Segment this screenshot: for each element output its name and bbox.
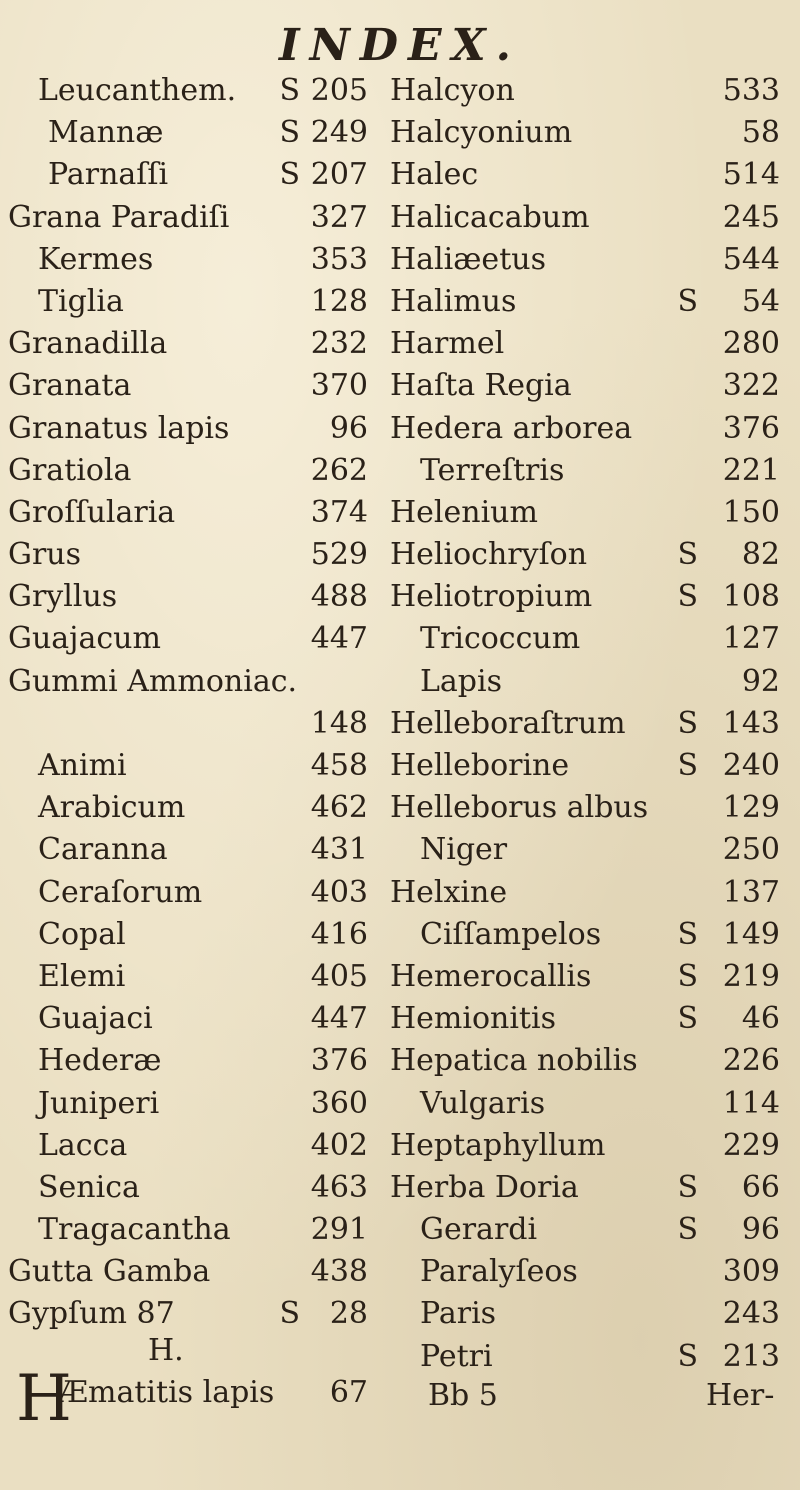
page-title: INDEX. bbox=[279, 20, 521, 71]
entry-term: Copal bbox=[38, 916, 126, 952]
entry-page-number: 229 bbox=[722, 1127, 780, 1163]
entry-term: Hemionitis bbox=[390, 1001, 556, 1037]
entry-page-number: 232 bbox=[310, 326, 368, 362]
index-entry bbox=[8, 1293, 368, 1335]
index-entry bbox=[390, 197, 780, 239]
entry-page-number: 245 bbox=[722, 199, 780, 235]
entry-term: Gummi Ammoniac. bbox=[8, 663, 298, 699]
entry-term: Grana Paradiſi bbox=[8, 199, 230, 235]
entry-page-number: 66 bbox=[741, 1169, 780, 1205]
entry-term: Mannæ bbox=[48, 115, 164, 151]
entry-page-number: 250 bbox=[722, 832, 780, 868]
entry-term: Granata bbox=[8, 368, 132, 404]
index-entry bbox=[8, 1251, 368, 1293]
entry-page-number: 458 bbox=[310, 748, 368, 783]
index-entry bbox=[8, 492, 368, 534]
entry-term: Helleborus albus bbox=[390, 790, 649, 826]
entry-term: Gutta Gamba bbox=[8, 1254, 211, 1290]
entry-page-number: 402 bbox=[310, 1127, 368, 1163]
entry-page-number: 221 bbox=[722, 452, 780, 488]
entry-term: Granatus lapis bbox=[8, 410, 230, 446]
index-entry bbox=[8, 1125, 368, 1167]
index-entry bbox=[8, 323, 368, 365]
entry-term: Senica bbox=[38, 1169, 140, 1205]
index-entry bbox=[8, 998, 368, 1040]
index-entry bbox=[8, 745, 368, 787]
entry-page-number: 431 bbox=[310, 832, 368, 868]
entry-section-mark: S bbox=[677, 1001, 698, 1037]
entry-section-mark: S bbox=[677, 1169, 698, 1205]
index-entry bbox=[390, 323, 780, 365]
entry-term: Vulgaris bbox=[420, 1085, 546, 1121]
index-entry bbox=[390, 998, 780, 1040]
entry-term: Juniperi bbox=[38, 1085, 160, 1121]
entry-page-number: 150 bbox=[722, 494, 780, 530]
index-entry bbox=[8, 1209, 368, 1251]
entry-page-number: 143 bbox=[722, 705, 780, 741]
entry-term: Niger bbox=[420, 832, 508, 868]
entry-term: Tiglia bbox=[38, 283, 124, 319]
entry-page-number: 370 bbox=[310, 368, 368, 404]
index-column-left bbox=[8, 70, 368, 1436]
entry-term: Halcyonium bbox=[390, 115, 573, 151]
entry-page-number: 46 bbox=[741, 1001, 780, 1037]
entry-page-number: 403 bbox=[310, 874, 368, 910]
entry-term: Gerardi bbox=[420, 1212, 538, 1248]
index-entry bbox=[390, 787, 780, 829]
entry-term: Grus bbox=[8, 537, 82, 573]
entry-page-number: 243 bbox=[722, 1296, 780, 1332]
index-entry bbox=[8, 154, 368, 196]
index-entry bbox=[390, 829, 780, 871]
index-entry bbox=[390, 872, 780, 914]
index-entry bbox=[390, 492, 780, 534]
index-entry-initial bbox=[8, 1361, 368, 1436]
index-entry bbox=[8, 281, 368, 323]
index-entry bbox=[8, 872, 368, 914]
entry-page-number: 327 bbox=[310, 199, 368, 235]
entry-page-number: 544 bbox=[722, 241, 780, 277]
entry-page-number: 114 bbox=[722, 1085, 780, 1121]
entry-page-number: 488 bbox=[310, 579, 368, 615]
index-entry bbox=[390, 408, 780, 450]
index-entry bbox=[390, 281, 780, 323]
entry-page-number: 416 bbox=[310, 916, 368, 952]
entry-term: Animi bbox=[38, 748, 127, 783]
entry-term: Hederæ bbox=[38, 1043, 162, 1079]
entry-term: Helleborine bbox=[390, 748, 570, 783]
entry-term: Tragacantha bbox=[38, 1212, 231, 1248]
entry-term: Haſta Regia bbox=[390, 368, 572, 404]
entry-page-number: 438 bbox=[310, 1254, 368, 1290]
catchword: Her- bbox=[706, 1378, 775, 1413]
entry-term: Lacca bbox=[38, 1127, 128, 1163]
entry-term: Elemi bbox=[38, 958, 126, 994]
entry-page-number: 137 bbox=[722, 874, 780, 910]
index-entry bbox=[8, 1083, 368, 1125]
index-entry bbox=[8, 112, 368, 154]
entry-page-number: 58 bbox=[741, 115, 780, 151]
entry-term: Tricoccum bbox=[420, 621, 581, 657]
entry-page-number: 54 bbox=[741, 283, 780, 319]
entry-term: Heliotropium bbox=[390, 579, 593, 615]
entry-page-number: 82 bbox=[741, 537, 780, 573]
entry-page-number: 291 bbox=[310, 1212, 368, 1248]
index-entry bbox=[8, 914, 368, 956]
index-entry bbox=[8, 661, 368, 703]
entry-page-number: 207 bbox=[310, 157, 368, 193]
entry-page-number: 533 bbox=[722, 73, 780, 108]
index-entry bbox=[390, 576, 780, 618]
index-entry bbox=[8, 829, 368, 871]
index-entry bbox=[390, 914, 780, 956]
entry-term: Guajacum bbox=[8, 621, 161, 657]
entry-page-number: 374 bbox=[310, 494, 368, 530]
entry-page-number: 127 bbox=[722, 621, 780, 657]
entry-section-mark: S bbox=[279, 73, 300, 108]
entry-term: Gypſum 87 bbox=[8, 1296, 175, 1332]
entry-term: Helxine bbox=[390, 874, 508, 910]
entry-section-mark: S bbox=[279, 157, 300, 193]
entry-page-number: 96 bbox=[329, 410, 368, 446]
entry-term: Hemerocallis bbox=[390, 958, 592, 994]
entry-page-number: 405 bbox=[310, 958, 368, 994]
entry-term: Halcyon bbox=[390, 73, 515, 108]
entry-term: Hedera arborea bbox=[390, 410, 633, 446]
index-entry bbox=[390, 70, 780, 112]
entry-page-number: 219 bbox=[722, 958, 780, 994]
entry-page-number: 262 bbox=[310, 452, 368, 488]
entry-term: Heliochryſon bbox=[390, 537, 588, 573]
index-entry bbox=[390, 956, 780, 998]
entry-section-mark: S bbox=[677, 748, 698, 783]
entry-section-mark: S bbox=[677, 283, 698, 319]
entry-page-number: 447 bbox=[310, 621, 368, 657]
index-entry bbox=[8, 450, 368, 492]
entry-term: Heptaphyllum bbox=[390, 1127, 606, 1163]
entry-term: Halicacabum bbox=[390, 199, 590, 235]
entry-term: Ciſſampelos bbox=[420, 916, 602, 952]
entry-page-number: 96 bbox=[741, 1212, 780, 1248]
entry-page-number: 360 bbox=[310, 1085, 368, 1121]
entry-page-number: 148 bbox=[310, 705, 368, 741]
index-entry bbox=[8, 956, 368, 998]
index-entry bbox=[390, 365, 780, 407]
entry-term: Harmel bbox=[390, 326, 505, 362]
entry-section-mark: S bbox=[677, 537, 698, 573]
index-entry bbox=[8, 703, 368, 745]
entry-page-number: 309 bbox=[722, 1254, 780, 1290]
entry-term: Paris bbox=[420, 1296, 497, 1332]
entry-page-number: 129 bbox=[722, 790, 780, 826]
index-entry bbox=[390, 745, 780, 787]
entry-page-number: 463 bbox=[310, 1169, 368, 1205]
entry-term: Halimus bbox=[390, 283, 517, 319]
entry-page-number: 249 bbox=[310, 115, 368, 151]
index-entry bbox=[390, 1209, 780, 1251]
entry-term: Terreſtris bbox=[420, 452, 565, 488]
entry-term: Halec bbox=[390, 157, 479, 193]
entry-page-number: 128 bbox=[310, 283, 368, 319]
index-entry bbox=[390, 1251, 780, 1293]
entry-page-number: 213 bbox=[722, 1338, 780, 1374]
entry-term: Granadilla bbox=[8, 326, 168, 362]
signature-mark: Bb 5 bbox=[428, 1378, 498, 1413]
index-entry bbox=[390, 450, 780, 492]
index-entry bbox=[8, 365, 368, 407]
entry-term: Haliæetus bbox=[390, 241, 546, 277]
entry-term: Kermes bbox=[38, 241, 154, 277]
entry-section-mark: S bbox=[677, 705, 698, 741]
entry-page-number: 322 bbox=[722, 368, 780, 404]
drop-initial: H bbox=[16, 1361, 72, 1436]
entry-page-number: 514 bbox=[722, 157, 780, 193]
entry-section-mark: S bbox=[677, 1338, 698, 1374]
index-entry bbox=[8, 1040, 368, 1082]
entry-page-number: 376 bbox=[722, 410, 780, 446]
index-entry bbox=[390, 661, 780, 703]
section-letter: H. bbox=[148, 1332, 184, 1368]
index-entry bbox=[8, 1167, 368, 1209]
entry-section-mark: S bbox=[279, 1296, 300, 1332]
entry-page-number: 226 bbox=[722, 1043, 780, 1079]
entry-term: Helenium bbox=[390, 494, 538, 530]
entry-page-number: 28 bbox=[329, 1296, 368, 1332]
index-entry bbox=[390, 154, 780, 196]
index-entry bbox=[390, 1293, 780, 1335]
index-entry bbox=[8, 197, 368, 239]
entry-page-number: 149 bbox=[722, 916, 780, 952]
entry-page-number: 353 bbox=[310, 241, 368, 277]
entry-term: Ceraſorum bbox=[38, 874, 203, 910]
entry-page-number: 240 bbox=[722, 748, 780, 783]
index-entry bbox=[390, 112, 780, 154]
entry-term: Caranna bbox=[38, 832, 168, 868]
index-entry bbox=[390, 1083, 780, 1125]
entry-section-mark: S bbox=[677, 579, 698, 615]
entry-term: Leucanthem. bbox=[38, 73, 237, 108]
index-entry bbox=[8, 618, 368, 660]
index-column-right bbox=[390, 70, 780, 1378]
entry-term: Guajaci bbox=[38, 1001, 153, 1037]
index-entry bbox=[8, 534, 368, 576]
index-entry bbox=[8, 408, 368, 450]
entry-term: Arabicum bbox=[38, 790, 186, 826]
entry-term: Æmatitis lapis bbox=[58, 1374, 275, 1410]
index-entry bbox=[8, 576, 368, 618]
entry-page-number: 205 bbox=[310, 73, 368, 108]
entry-section-mark: S bbox=[677, 958, 698, 994]
index-entry bbox=[8, 70, 368, 112]
entry-term: Paralyſeos bbox=[420, 1254, 578, 1290]
entry-term: Parnaſſi bbox=[48, 157, 169, 193]
entry-page-number: 67 bbox=[329, 1374, 368, 1410]
index-entry bbox=[390, 703, 780, 745]
entry-term: Herba Doria bbox=[390, 1169, 579, 1205]
entry-section-mark: S bbox=[677, 1212, 698, 1248]
entry-term: Gryllus bbox=[8, 579, 118, 615]
entry-term: Lapis bbox=[420, 663, 503, 699]
entry-page-number: 108 bbox=[722, 579, 780, 615]
index-entry bbox=[390, 1336, 780, 1378]
entry-page-number: 529 bbox=[310, 537, 368, 573]
entry-page-number: 462 bbox=[310, 790, 368, 826]
index-entry bbox=[390, 534, 780, 576]
entry-page-number: 376 bbox=[310, 1043, 368, 1079]
entry-section-mark: S bbox=[279, 115, 300, 151]
entry-term: Gratiola bbox=[8, 452, 132, 488]
entry-section-mark: S bbox=[677, 916, 698, 952]
index-entry bbox=[390, 239, 780, 281]
index-entry bbox=[390, 1040, 780, 1082]
entry-page-number: 447 bbox=[310, 1001, 368, 1037]
index-entry bbox=[390, 1125, 780, 1167]
entry-page-number: 92 bbox=[741, 663, 780, 699]
entry-page-number: 280 bbox=[722, 326, 780, 362]
index-entry bbox=[390, 1167, 780, 1209]
index-entry bbox=[8, 787, 368, 829]
entry-term: Groſſularia bbox=[8, 494, 176, 530]
index-entry bbox=[8, 239, 368, 281]
entry-term: Petri bbox=[420, 1338, 493, 1374]
entry-term: Hepatica nobilis bbox=[390, 1043, 638, 1079]
index-entry bbox=[390, 618, 780, 660]
entry-term: Helleboraſtrum bbox=[390, 705, 626, 741]
